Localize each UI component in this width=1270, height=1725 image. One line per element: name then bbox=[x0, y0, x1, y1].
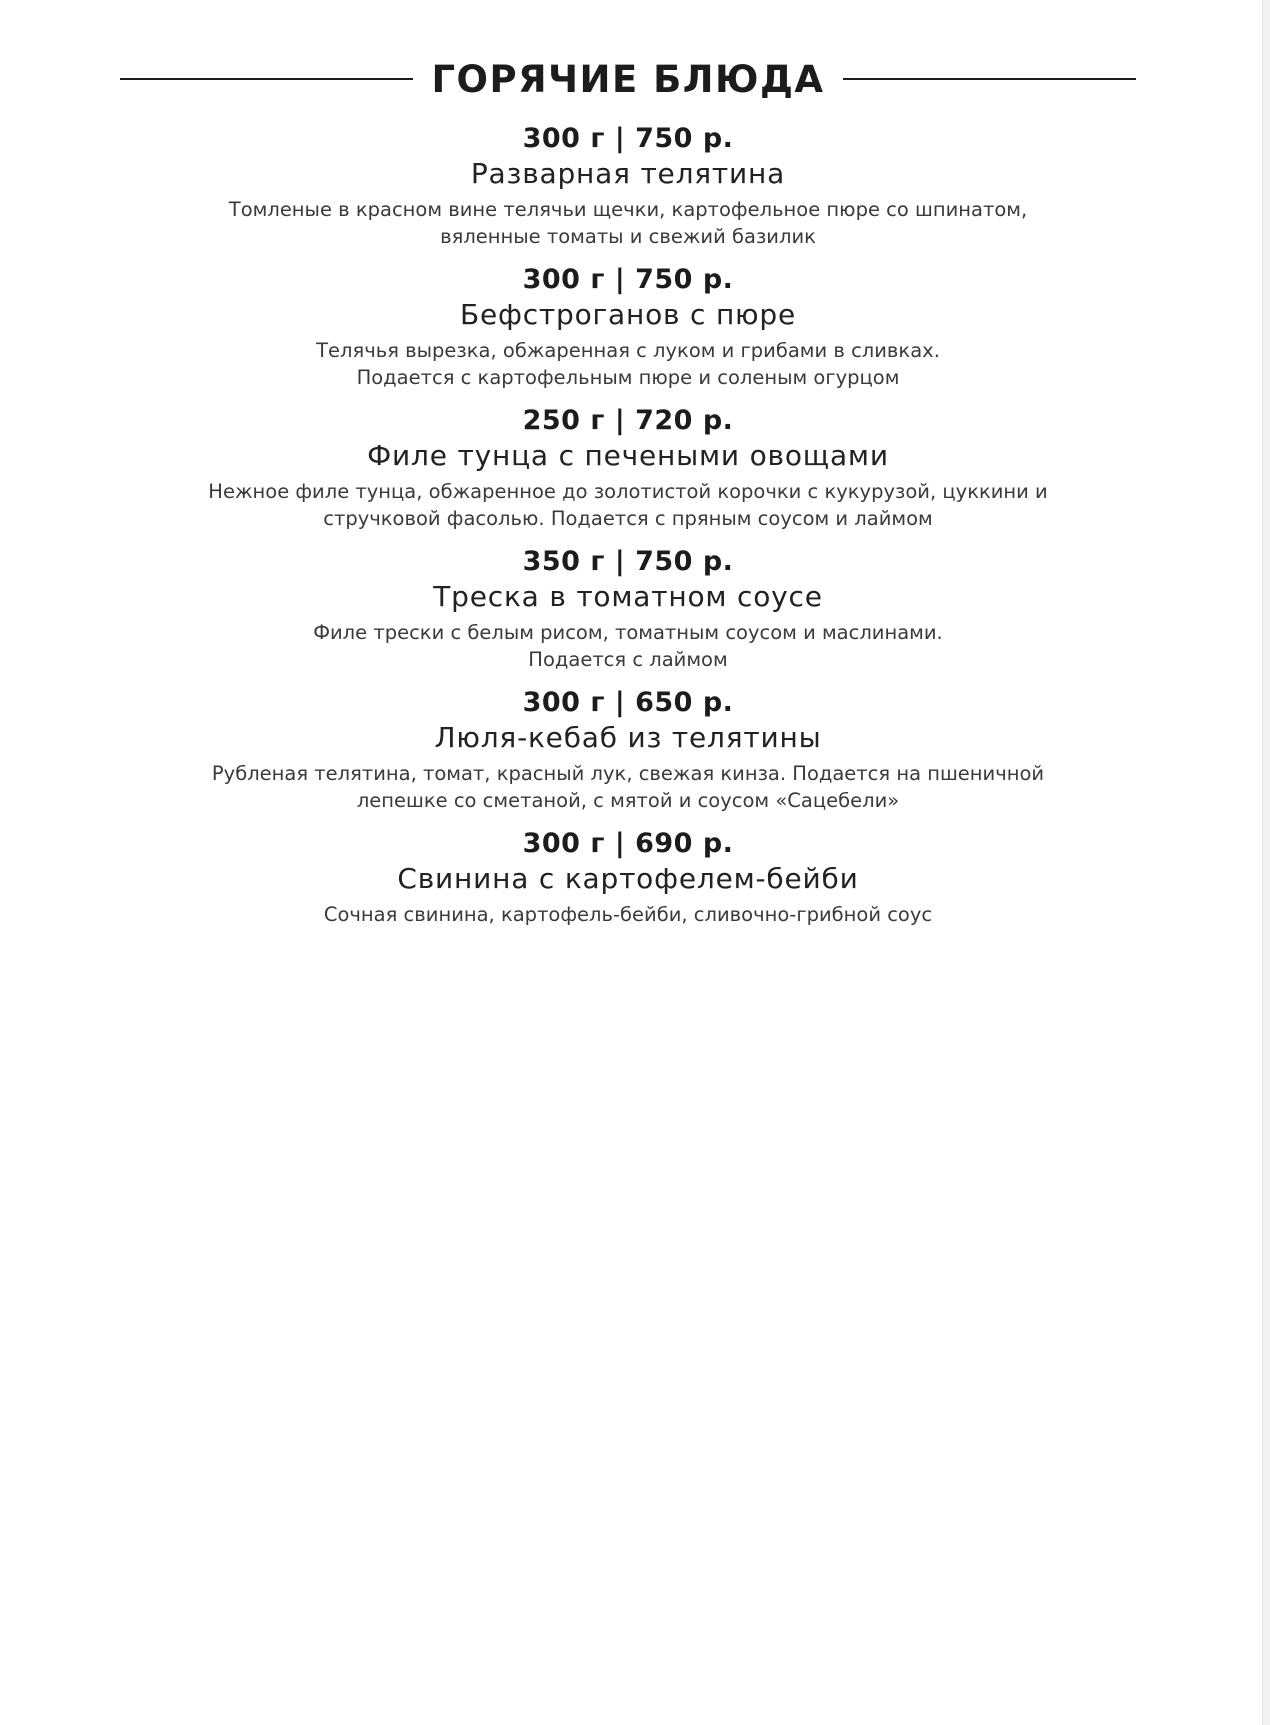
dish-item bbox=[120, 686, 1136, 827]
dish-name: Филе тунца с печеными овощами bbox=[367, 439, 889, 472]
dish-price: 300 г | 690 р. bbox=[522, 828, 734, 859]
page-edge bbox=[1262, 0, 1270, 1725]
dish-description-line: лепешке со сметаной, с мятой и соусом «Сацебели» bbox=[356, 789, 900, 812]
dish-name: Треска в томатном соусе bbox=[433, 580, 823, 613]
dish-name: Люля-кебаб из телятины bbox=[434, 721, 822, 754]
dish-price: 300 г | 750 р. bbox=[522, 123, 734, 154]
dish-description bbox=[120, 478, 1136, 532]
dish-description bbox=[120, 760, 1136, 814]
dish-name: Свинина с картофелем-бейби bbox=[397, 862, 859, 895]
dish-description bbox=[120, 196, 1136, 250]
dish-description-line: Подается с картофельным пюре и соленым огурцом bbox=[356, 366, 900, 389]
dish-list bbox=[120, 122, 1136, 968]
dish-description-line: Филе трески с белым рисом, томатным соусом и маслинами. bbox=[313, 621, 943, 644]
dish-description-line: Сочная свинина, картофель-бейби, сливочно-грибной соус bbox=[323, 903, 933, 926]
dish-item bbox=[120, 404, 1136, 545]
section-title: ГОРЯЧИЕ БЛЮДА bbox=[431, 57, 825, 101]
dish-description bbox=[120, 619, 1136, 673]
dish-item bbox=[120, 827, 1136, 968]
dish-price: 300 г | 650 р. bbox=[522, 687, 734, 718]
dish-name: Бефстроганов с пюре bbox=[459, 298, 797, 331]
dish-price: 300 г | 750 р. bbox=[522, 264, 734, 295]
header-right-divider bbox=[843, 78, 1136, 80]
dish-item bbox=[120, 545, 1136, 686]
dish-description bbox=[120, 901, 1136, 928]
dish-description-line: Нежное филе тунца, обжаренное до золотистой корочки с кукурузой, цуккини и bbox=[208, 480, 1048, 503]
dish-description-line: стручковой фасолью. Подается с пряным соусом и лаймом bbox=[323, 507, 933, 530]
dish-description-line: Томленые в красном вине телячьи щечки, картофельное пюре со шпинатом, bbox=[228, 198, 1028, 221]
dish-description-line: Телячья вырезка, обжаренная с луком и грибами в сливках. bbox=[316, 339, 940, 362]
dish-description-line: вяленные томаты и свежий базилик bbox=[440, 225, 816, 248]
dish-price: 350 г | 750 р. bbox=[522, 546, 734, 577]
dish-item bbox=[120, 122, 1136, 263]
dish-item bbox=[120, 263, 1136, 404]
dish-name: Разварная телятина bbox=[470, 157, 786, 190]
header-left-divider bbox=[120, 78, 413, 80]
dish-description-line: Подается с лаймом bbox=[528, 648, 728, 671]
section-header bbox=[120, 54, 1136, 104]
dish-description bbox=[120, 337, 1136, 391]
dish-price: 250 г | 720 р. bbox=[522, 405, 734, 436]
dish-description-line: Рубленая телятина, томат, красный лук, свежая кинза. Подается на пшеничной bbox=[211, 762, 1045, 785]
